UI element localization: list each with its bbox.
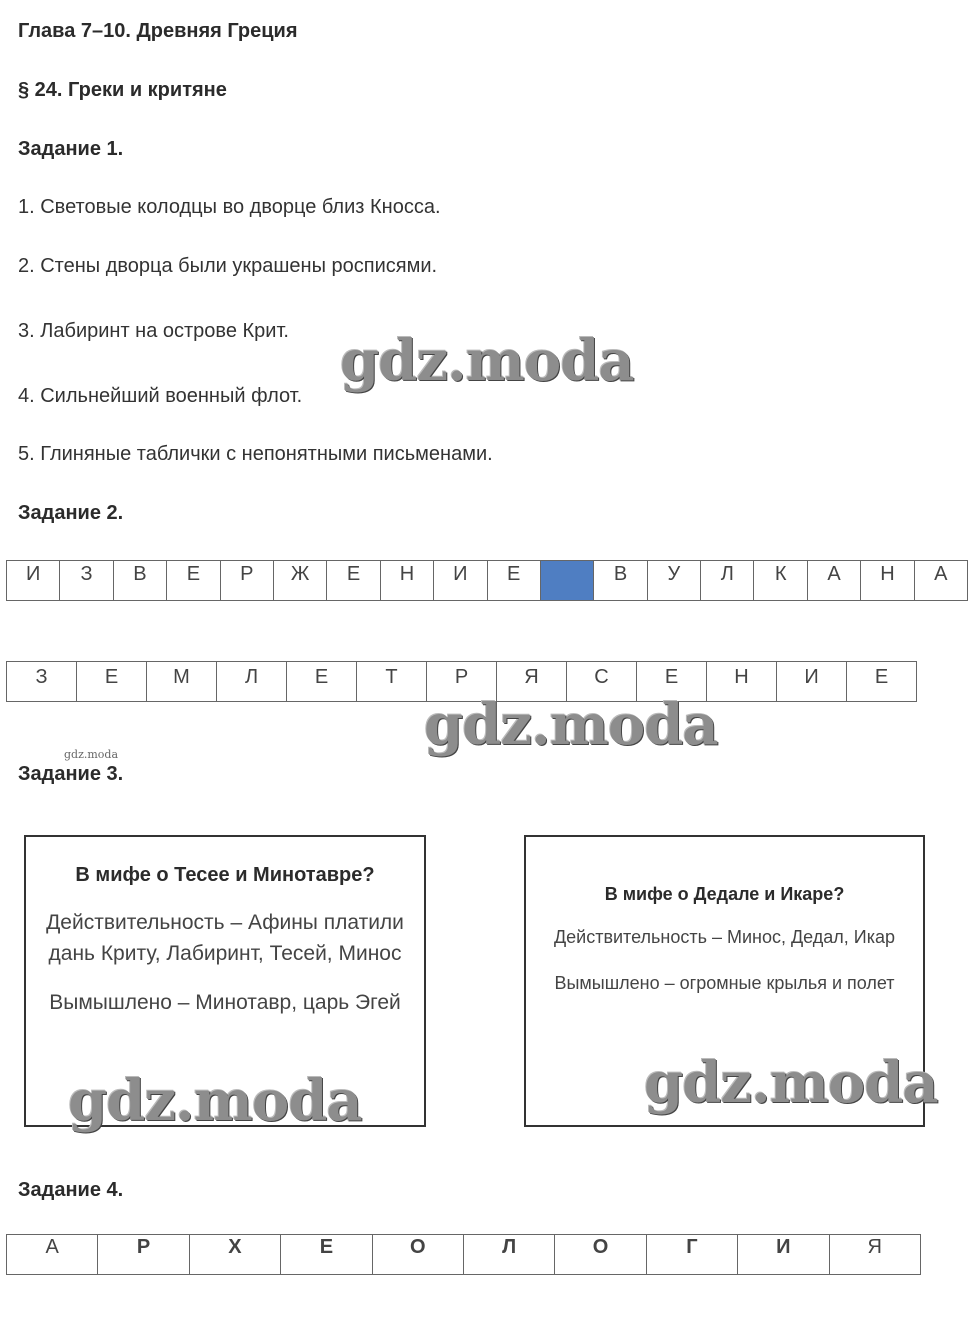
task1-item: 3. Лабиринт на острове Крит. <box>18 320 289 342</box>
myth-reality: Действительность – Минос, Дедал, Икар <box>553 927 896 947</box>
myth-fiction: Вымышлено – огромные крылья и полет <box>554 973 895 993</box>
letter-cell: В <box>594 561 647 601</box>
letter-cell: Е <box>167 561 220 601</box>
myth-question: В мифе о Дедале и Икаре? <box>604 884 845 904</box>
letter-cell: И <box>434 561 487 601</box>
letter-cell: Н <box>707 662 777 702</box>
letter-cell: Т <box>357 662 427 702</box>
letter-cell: З <box>60 561 113 601</box>
letter-cell: О <box>555 1235 646 1275</box>
crossword-row-4 <box>6 1234 921 1275</box>
letter-cell: Я <box>830 1235 921 1275</box>
letter-cell: Е <box>281 1235 372 1275</box>
letter-cell: Г <box>647 1235 738 1275</box>
chapter-title: Глава 7–10. Древняя Греция <box>18 20 298 42</box>
letter-cell: Н <box>381 561 434 601</box>
letter-cell: Ж <box>274 561 327 601</box>
letter-cell: Я <box>497 662 567 702</box>
letter-cell: Р <box>427 662 497 702</box>
letter-cell: О <box>373 1235 464 1275</box>
letter-cell: Р <box>221 561 274 601</box>
myth-fiction: Вымышлено – Минотавр, царь Эгей <box>49 991 401 1014</box>
letter-cell: Л <box>464 1235 555 1275</box>
letter-cell: У <box>648 561 701 601</box>
letter-cell: В <box>114 561 167 601</box>
letter-cell: Е <box>327 561 380 601</box>
letter-cell: Е <box>637 662 707 702</box>
myth-reality: Действительность – Афины платили дань Криту, Лабиринт, Тесей, Минос <box>46 911 404 965</box>
letter-cell: А <box>7 1235 98 1275</box>
watermark: gdz.moda <box>644 1050 938 1116</box>
letter-cell: З <box>7 662 77 702</box>
letter-cell: Е <box>847 662 917 702</box>
letter-cell: М <box>147 662 217 702</box>
letter-cell: А <box>915 561 968 601</box>
letter-cell: Е <box>488 561 541 601</box>
filled-separator-cell <box>541 561 594 601</box>
task1-item: 5. Глиняные таблички с непонятными письменами. <box>18 443 493 465</box>
task1-heading: Задание 1. <box>18 138 124 160</box>
letter-cell: Н <box>861 561 914 601</box>
watermark: gdz.moda <box>340 328 634 394</box>
letter-cell: А <box>808 561 861 601</box>
watermark-small: gdz.moda <box>64 748 119 761</box>
watermark: gdz.moda <box>424 692 718 758</box>
letter-cell: И <box>738 1235 829 1275</box>
task2-heading: Задание 2. <box>18 502 124 524</box>
watermark: gdz.moda <box>68 1068 362 1134</box>
letter-cell: И <box>777 662 847 702</box>
letter-cell: Л <box>217 662 287 702</box>
letter-cell: Е <box>287 662 357 702</box>
task3-heading: Задание 3. <box>18 763 124 785</box>
letter-cell: Е <box>77 662 147 702</box>
letter-cell: Х <box>190 1235 281 1275</box>
letter-cell: С <box>567 662 637 702</box>
letter-cell: Л <box>701 561 754 601</box>
crossword-row-1 <box>6 560 968 601</box>
letter-cell: К <box>754 561 807 601</box>
letter-cell: Р <box>98 1235 189 1275</box>
letter-cell: И <box>7 561 60 601</box>
task1-item: 2. Стены дворца были украшены росписями. <box>18 255 438 277</box>
task4-heading: Задание 4. <box>18 1179 124 1201</box>
myth-question: В мифе о Тесее и Минотавре? <box>75 864 375 886</box>
task1-item: 4. Сильнейший военный флот. <box>18 385 303 407</box>
section-title: § 24. Греки и критяне <box>18 79 227 101</box>
task1-item: 1. Световые колодцы во дворце близ Кносса. <box>18 196 441 218</box>
